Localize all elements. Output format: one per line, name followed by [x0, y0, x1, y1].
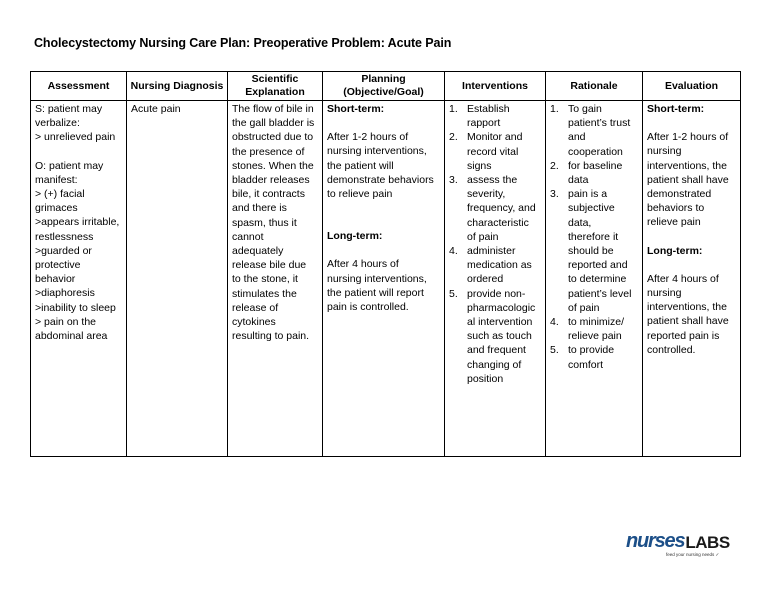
interventions-list [449, 102, 542, 386]
planning-long-term-text: After 4 hours of nursing interventions, the patient will report pain is controlled. [327, 258, 427, 314]
evaluation-short-term-text: After 1-2 hours of nursing interventions, the patient shall have demonstrated behaviors to relieve pain [647, 131, 729, 229]
logo-text-labs: LABS [685, 533, 730, 552]
header-assessment: Assessment [31, 72, 127, 101]
objective-data: O: patient may manifest: > (+) facial grimaces >appears irritable, restlessness >guarded or protective behavior >diaphoresis >inability to sleep > pain on the abdominal area [35, 159, 120, 343]
header-scientific-explanation: Scientific Explanation [228, 72, 323, 101]
nursing-diagnosis-cell [127, 101, 228, 457]
list-item: 1. To gain patient’s trust and cooperation [550, 103, 631, 158]
list-item: 5. provide non- pharmacologic al intervention such as touch and frequent changing of position [449, 287, 536, 385]
assessment-cell [31, 101, 127, 457]
subjective-data: S: patient may verbalize: > unrelieved pain [35, 103, 116, 144]
planning-cell [323, 101, 445, 457]
diagnosis-text: Acute pain [131, 103, 181, 115]
scientific-text: The flow of bile in the gall bladder is obstructed due to the presence of stones. When the bladder releases bile, it contracts and there is spasm, thus it cannot adequately release bile due to the stone, it stimulates the release of cytokines resulting to pain. [232, 103, 315, 343]
header-evaluation: Evaluation [643, 72, 741, 101]
header-rationale: Rationale [546, 72, 643, 101]
list-item: 5. to provide comfort [550, 344, 615, 371]
list-item: 4. administer medication as ordered [449, 245, 532, 286]
logo-tagline: feed your nursing needs ✓ [666, 552, 720, 557]
logo-text-nurses: nurses [626, 530, 685, 552]
header-planning: Planning (Objective/Goal) [323, 72, 445, 101]
table-row [31, 101, 741, 457]
list-item: 3. pain is a subjective data, therefore it should be reported and to determine patient’s level of pain [550, 188, 632, 314]
care-plan-table [30, 71, 741, 457]
list-item: 2. Monitor and record vital signs [449, 131, 523, 172]
planning-long-term-heading: Long-term: [327, 230, 383, 243]
list-item: 3. assess the severity, frequency, and characteristic of pain [449, 174, 536, 243]
header-row [31, 72, 741, 101]
planning-short-term-text: After 1-2 hours of nursing interventions, the patient will demonstrate behaviors to relieve pain [327, 131, 434, 201]
interventions-cell [445, 101, 546, 457]
evaluation-long-term-heading: Long-term: [647, 244, 703, 257]
rationale-list [550, 102, 639, 372]
header-interventions: Interventions [445, 72, 546, 101]
list-item: 1. Establish rapport [449, 103, 510, 130]
list-item: 2. for baseline data [550, 159, 623, 187]
rationale-cell [546, 101, 643, 457]
planning-short-term-heading: Short-term: [327, 103, 385, 115]
scientific-explanation-cell [228, 101, 323, 457]
nurseslabs-logo [626, 531, 736, 565]
list-item: 4. to minimize/ relieve pain [550, 316, 625, 343]
page-title: Cholecystectomy Nursing Care Plan: Preoperative Problem: Acute Pain [34, 36, 452, 50]
header-nursing-diagnosis: Nursing Diagnosis [127, 72, 228, 101]
evaluation-short-term-heading: Short-term: [647, 103, 705, 115]
evaluation-cell [643, 101, 741, 457]
evaluation-long-term-text: After 4 hours of nursing interventions, the patient shall have reported pain is controlled. [647, 272, 729, 356]
